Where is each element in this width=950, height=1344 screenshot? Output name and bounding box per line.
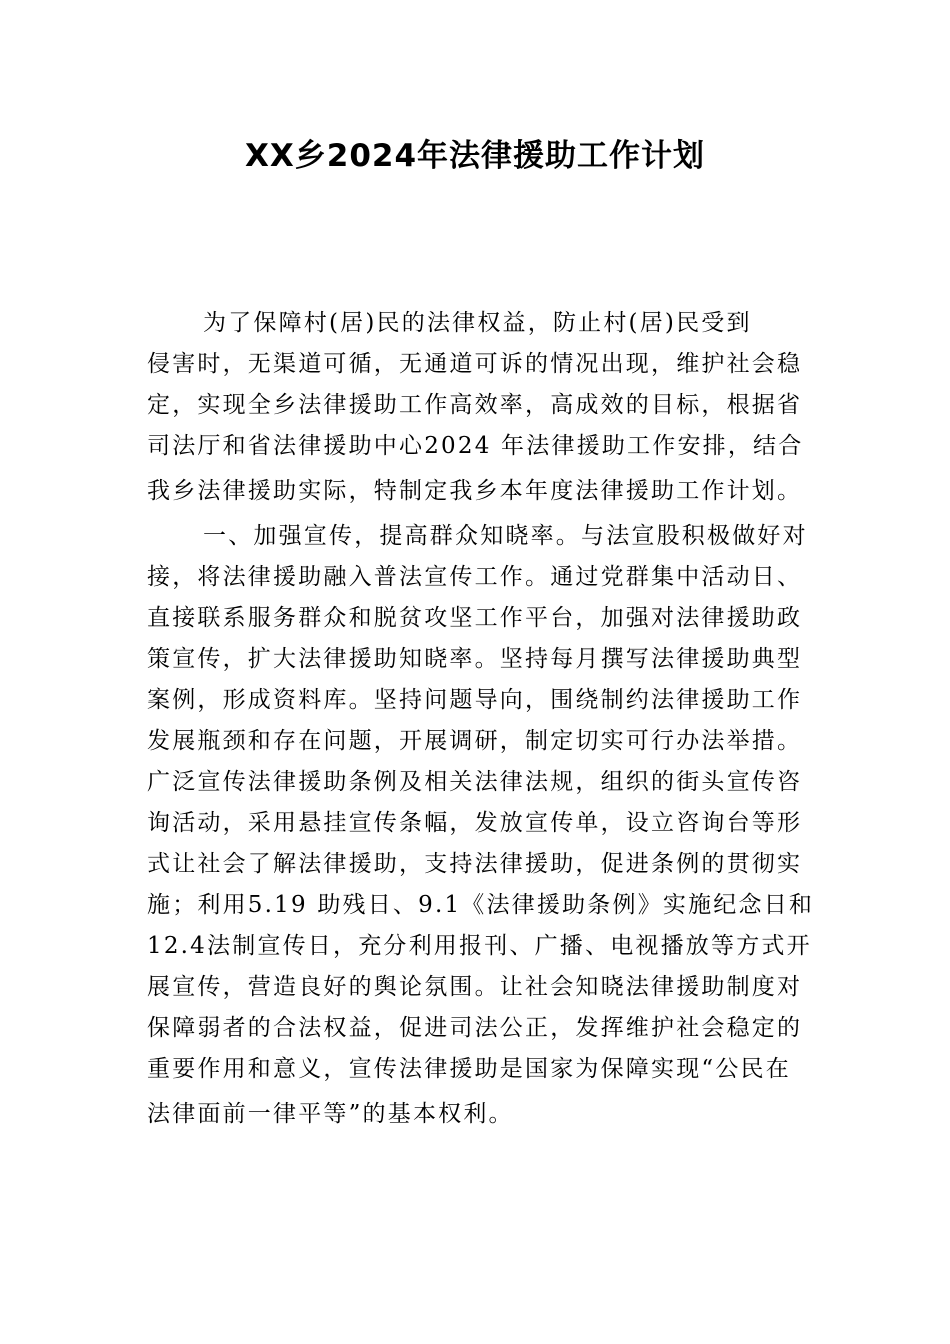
document-title: XX乡2024年法律援助工作计划 — [244, 138, 706, 174]
document-body — [147, 303, 815, 1135]
text-line: 广泛宣传法律援助条例及相关法律法规，组织的街头宣传咨 — [147, 769, 803, 795]
text-line: 直接联系服务群众和脱贫攻坚工作平台，加强对法律援助政 — [147, 605, 803, 631]
text-line: 策宣传，扩大法律援助知晓率。坚持每月撰写法律援助典型 — [147, 646, 803, 672]
text-line: 案例，形成资料库。坚持问题导向，围绕制约法律援助工作 — [147, 687, 803, 713]
paragraph-intro — [147, 303, 812, 512]
text-line: 保障弱者的合法权益，促进司法公正，发挥维护社会稳定的 — [147, 1015, 803, 1041]
text-line: 我乡法律援助实际，特制定我乡本年度法律援助工作计划。 — [147, 478, 803, 504]
paragraph-publicity — [147, 516, 815, 1135]
text-line: 侵害时，无渠道可循，无通道可诉的情况出现，维护社会稳 — [147, 351, 803, 377]
text-line: 接，将法律援助融入普法宣传工作。通过党群集中活动日、 — [147, 564, 803, 590]
text-line: 重要作用和意义，宣传法律援助是国家为保障实现“公民在 — [147, 1056, 791, 1082]
text-line: 询活动，采用悬挂宣传条幅，发放宣传单，设立咨询台等形 — [147, 810, 803, 836]
text-line: 司法厅和省法律援助中心2024 年法律援助工作安排，结合 — [147, 433, 804, 459]
text-line: 一、加强宣传，提高群众知晓率。与法宣股积极做好对 — [203, 523, 808, 549]
text-line: 展宣传，营造良好的舆论氛围。让社会知晓法律援助制度对 — [147, 974, 803, 1000]
text-line: 发展瓶颈和存在问题，开展调研，制定切实可行办法举措。 — [147, 728, 803, 754]
text-line: 12.4法制宣传日，充分利用报刊、广播、电视播放等方式开 — [147, 933, 812, 959]
text-line: 定，实现全乡法律援助工作高效率，高成效的目标，根据省 — [147, 392, 803, 418]
text-line: 式让社会了解法律援助，支持法律援助，促进条例的贯彻实 — [147, 851, 803, 877]
text-line: 法律面前一律平等”的基本权利。 — [147, 1101, 514, 1127]
text-line: 施；利用5.19 助残日、9.1《法律援助条例》实施纪念日和 — [147, 892, 815, 918]
text-line: 为了保障村(居)民的法律权益，防止村(居)民受到 — [203, 310, 752, 336]
